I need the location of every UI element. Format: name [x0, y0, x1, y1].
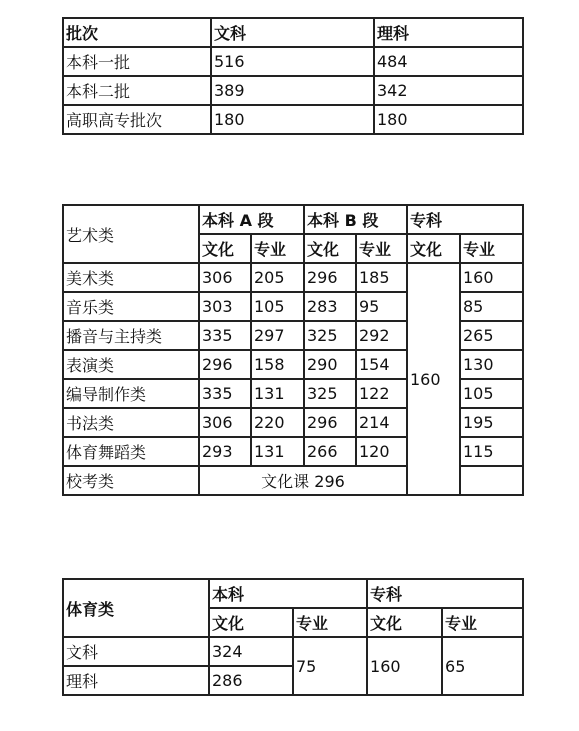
table-row — [63, 105, 523, 134]
row-label: 播音与主持类 — [63, 321, 199, 350]
table-row — [63, 263, 523, 292]
cell-value: 85 — [460, 292, 523, 321]
header-batch: 批次 — [63, 18, 211, 47]
cell-value: 389 — [211, 76, 374, 105]
cell-value: 335 — [199, 321, 251, 350]
sub-zhuanye: 专业 — [442, 608, 523, 637]
group-zk-header: 专科 — [407, 205, 523, 234]
cell-value: 296 — [304, 263, 356, 292]
row-label: 书法类 — [63, 408, 199, 437]
cell-value: 220 — [251, 408, 304, 437]
header-arts: 文科 — [211, 18, 374, 47]
group-a-header: 本科 A 段 — [199, 205, 304, 234]
cell-value: 516 — [211, 47, 374, 76]
cell-value: 105 — [460, 379, 523, 408]
cell-value: 180 — [374, 105, 523, 134]
cell-value: 484 — [374, 47, 523, 76]
cell-value: 296 — [304, 408, 356, 437]
cell-value: 122 — [356, 379, 407, 408]
cell-value: 306 — [199, 263, 251, 292]
zk-wenhua-merged: 160 — [367, 637, 442, 695]
table-row — [63, 76, 523, 105]
cell-value: 154 — [356, 350, 407, 379]
cell-value: 293 — [199, 437, 251, 466]
cell-value: 303 — [199, 292, 251, 321]
cell-value: 335 — [199, 379, 251, 408]
art-score-table — [62, 204, 524, 496]
cell-value: 180 — [211, 105, 374, 134]
cell-value: 324 — [209, 637, 293, 666]
header-science: 理科 — [374, 18, 523, 47]
batch-score-table — [62, 17, 524, 135]
bk-zhuanye-merged: 75 — [293, 637, 367, 695]
zk-wenhua-merged: 160 — [407, 263, 460, 495]
cell-value: 105 — [251, 292, 304, 321]
sub-wenhua: 文化 — [407, 234, 460, 263]
cell-value: 205 — [251, 263, 304, 292]
row-label: 理科 — [63, 666, 209, 695]
art-category-label: 艺术类 — [63, 205, 199, 263]
school-exam-value: 文化课 296 — [199, 466, 407, 495]
cell-value: 158 — [251, 350, 304, 379]
cell-value: 95 — [356, 292, 407, 321]
table-row — [63, 47, 523, 76]
cell-value: 325 — [304, 321, 356, 350]
row-label: 高职高专批次 — [63, 105, 211, 134]
sub-zhuanye: 专业 — [293, 608, 367, 637]
row-label: 本科二批 — [63, 76, 211, 105]
cell-value: 120 — [356, 437, 407, 466]
sports-score-table — [62, 578, 524, 696]
row-label: 编导制作类 — [63, 379, 199, 408]
row-label: 表演类 — [63, 350, 199, 379]
cell-value: 306 — [199, 408, 251, 437]
cell-value: 131 — [251, 437, 304, 466]
row-label: 校考类 — [63, 466, 199, 495]
cell-value: 130 — [460, 350, 523, 379]
row-label: 本科一批 — [63, 47, 211, 76]
sub-zhuanye: 专业 — [460, 234, 523, 263]
row-label: 文科 — [63, 637, 209, 666]
row-label: 美术类 — [63, 263, 199, 292]
sub-wenhua: 文化 — [209, 608, 293, 637]
cell-value: 290 — [304, 350, 356, 379]
sub-wenhua: 文化 — [367, 608, 442, 637]
sub-zhuanye: 专业 — [356, 234, 407, 263]
row-label: 音乐类 — [63, 292, 199, 321]
sub-wenhua: 文化 — [304, 234, 356, 263]
row-label: 体育舞蹈类 — [63, 437, 199, 466]
group-bk-header: 本科 — [209, 579, 367, 608]
cell-value: 195 — [460, 408, 523, 437]
sub-zhuanye: 专业 — [251, 234, 304, 263]
cell-value: 160 — [460, 263, 523, 292]
cell-value: 115 — [460, 437, 523, 466]
table-header-row — [63, 579, 523, 608]
table-header-row — [63, 18, 523, 47]
cell-value: 185 — [356, 263, 407, 292]
group-b-header: 本科 B 段 — [304, 205, 407, 234]
cell-value: 131 — [251, 379, 304, 408]
sub-wenhua: 文化 — [199, 234, 251, 263]
cell-value: 297 — [251, 321, 304, 350]
cell-value: 296 — [199, 350, 251, 379]
empty-cell — [460, 466, 523, 495]
cell-value: 283 — [304, 292, 356, 321]
cell-value: 325 — [304, 379, 356, 408]
cell-value: 342 — [374, 76, 523, 105]
cell-value: 292 — [356, 321, 407, 350]
sports-category-label: 体育类 — [63, 579, 209, 637]
table-row — [63, 637, 523, 666]
cell-value: 286 — [209, 666, 293, 695]
cell-value: 265 — [460, 321, 523, 350]
cell-value: 214 — [356, 408, 407, 437]
zk-zhuanye-merged: 65 — [442, 637, 523, 695]
cell-value: 266 — [304, 437, 356, 466]
table-header-row — [63, 205, 523, 234]
group-zk-header: 专科 — [367, 579, 523, 608]
